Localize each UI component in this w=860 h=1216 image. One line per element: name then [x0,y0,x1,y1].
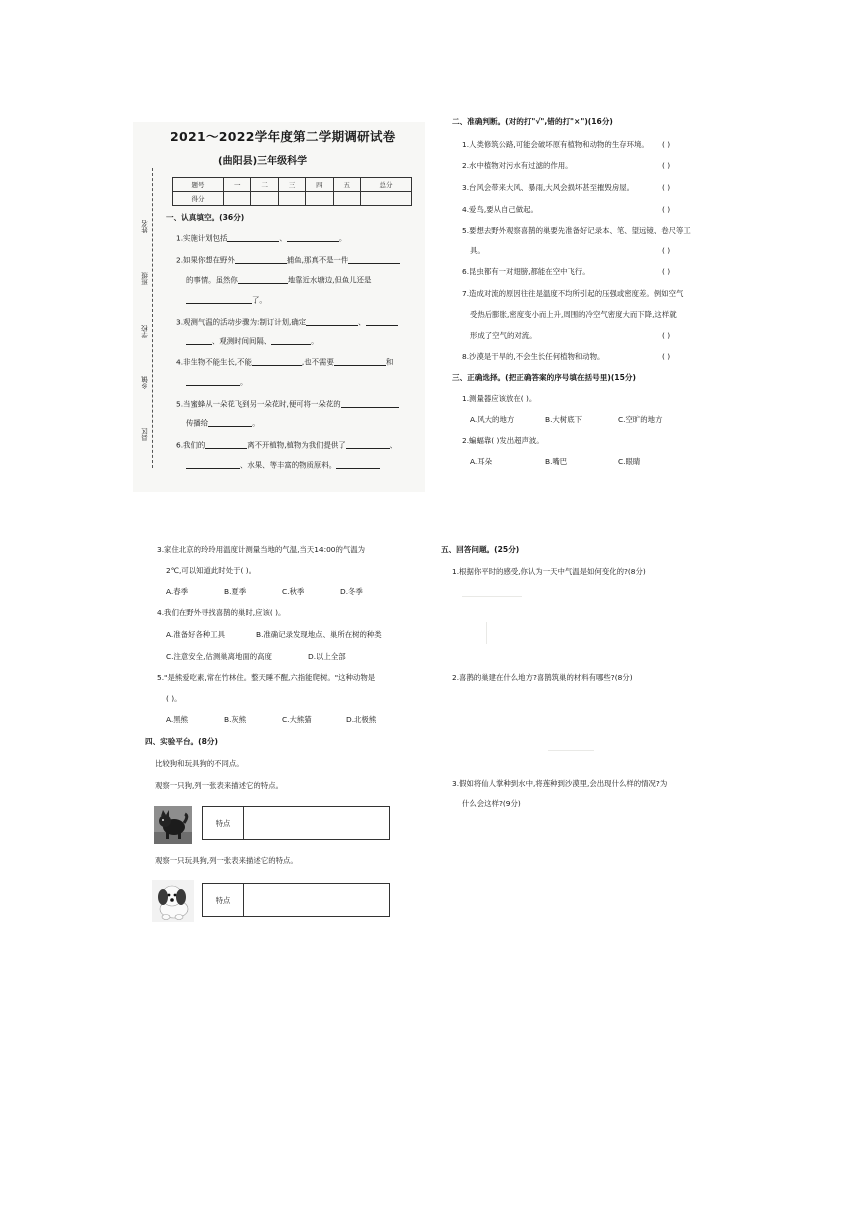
s3-q2: 2.蝙蝠靠( )发出超声波。 [462,436,544,445]
score-input-cell[interactable] [251,192,278,206]
binding-line [152,168,153,468]
score-table-header-row [173,178,412,192]
section4-title: 四、实验平台。(8分) [145,737,218,746]
s3-q3-line1: 3.家住北京的玲玲用温度计测量当地的气温,当天14:00的气温为 [157,545,366,554]
score-input-cell[interactable] [306,192,333,206]
answer-blank[interactable] [186,296,252,304]
s4-obs1: 观察一只狗,列一张表来描述它的特点。 [155,781,283,790]
answer-blank[interactable] [238,276,288,284]
answer-blank[interactable] [227,234,279,242]
score-cell: 得分 [173,192,224,206]
s2-item-7-cont1: 受热后膨胀,密度变小而上升,周围的冷空气密度大而下降,这样就 [470,310,677,319]
s5-q2-answer-area[interactable] [452,688,682,773]
s2-item-7-cont2: 形成了空气的对流。 [470,331,537,340]
toy-dog-feature-answer-cell[interactable] [244,884,389,916]
score-input-cell[interactable] [224,192,251,206]
answer-blank[interactable] [235,256,287,264]
s1-q2-line1: 2.如果你想在野外 捕鱼,那真不是一件 [176,256,400,264]
s5-q1: 1.根据你平时的感受,你认为一天中气温是如何变化的?(8分) [452,567,646,576]
s1-q2-line2: 的事情。虽然你 地靠近水塘边,但鱼儿还是 [186,275,372,285]
margin-label-school: 学校 [141,325,149,338]
score-cell: 五 [333,178,360,192]
s3-q1-opt-b[interactable]: B.大树底下 [545,415,582,424]
s2-answer-paren[interactable]: ( ) [662,140,671,149]
s1-q4-line1: 4.非生物不能生长,不能 ,也不需要 和 [176,357,394,367]
answer-blank[interactable] [334,358,386,366]
s5-q3-line1: 3.假如将仙人掌种到水中,将莲种到沙漠里,会出现什么样的情况?为 [452,779,668,788]
answer-blank[interactable] [252,358,302,366]
page-subtitle: (曲阳县)三年级科学 [218,156,308,167]
s3-q3-line2: 2℃,可以知道此时处于( )。 [166,566,256,575]
answer-blank[interactable] [306,318,358,326]
s3-q1-opt-c[interactable]: C.空旷的地方 [618,415,663,424]
s2-answer-paren[interactable]: ( ) [662,331,671,340]
toy-dog-feature-table [202,883,390,917]
toy-dog-icon [152,880,194,922]
s3-q5-opt-a[interactable]: A.黑熊 [166,715,189,724]
answer-blank[interactable] [287,234,339,242]
score-cell: 三 [278,178,305,192]
answer-blank[interactable] [186,337,212,345]
s3-q4-opt-c[interactable]: C.注意安全,估测巢离地面的高度 [166,652,272,661]
score-cell: 四 [306,178,333,192]
answer-blank[interactable] [366,318,398,326]
s2-item-2: 2.水中植物对污水有过滤的作用。 [462,161,573,170]
section2-title: 二、准确判断。(对的打"√",错的打"×")(16分) [452,117,613,126]
s3-q2-opt-c[interactable]: C.眼睛 [618,457,641,466]
answer-blank[interactable] [271,337,311,345]
scan-mark [548,750,594,751]
s3-q4: 4.我们在野外寻找喜鹊的巢时,应该( )。 [157,608,286,617]
s3-q5-line2: ( )。 [166,694,182,703]
score-input-cell[interactable] [278,192,305,206]
margin-label-name: 姓名 [141,220,149,233]
section1-title: 一、认真填空。(36分) [166,213,245,222]
answer-blank[interactable] [208,419,252,427]
s2-item-1: 1.人类修筑公路,可能会破坏原有植物和动物的生存环境。 [462,140,649,149]
section3-title: 三、正确选择。(把正确答案的序号填在括号里)(15分) [452,373,636,382]
s1-q4-line2: 。 [186,378,247,386]
s2-answer-paren[interactable]: ( ) [662,267,671,276]
score-table-score-row [173,192,412,206]
s2-answer-paren[interactable]: ( ) [662,161,671,170]
score-input-cell[interactable] [360,192,411,206]
s5-q1-answer-area[interactable] [452,582,682,667]
s3-q1-opt-a[interactable]: A.风大的地方 [470,415,515,424]
s2-answer-paren[interactable]: ( ) [662,205,671,214]
s2-item-5: 5.要想去野外观察喜鹊的巢要先准备好记录本、笔、望远镜、卷尺等工 [462,226,691,235]
s2-item-7: 7.造成对流的原因往往是温度不均所引起的压强或密度差。例如空气 [462,289,684,298]
s2-answer-paren[interactable]: ( ) [662,183,671,192]
s2-item-3: 3.台风会带来大风、暴雨,大风会损坏甚至摧毁房屋。 [462,183,634,192]
margin-label-town: 乡镇 [141,376,149,389]
s1-q2-line3: 了。 [186,296,267,304]
scan-mark [486,622,487,644]
answer-blank[interactable] [336,461,380,469]
s3-q1: 1.测量器应该放在( )。 [462,394,537,403]
score-input-cell[interactable] [333,192,360,206]
answer-blank[interactable] [346,441,390,449]
s2-item-4: 4.爱鸟,要从自己做起。 [462,205,538,214]
score-cell: 总分 [360,178,411,192]
feature-label: 特点 [203,884,244,916]
answer-blank[interactable] [186,378,240,386]
s1-q5-line2: 传播给 。 [186,418,260,428]
s1-q6-line1: 6.我们的 离不开植物,植物为我们提供了 、 [176,440,398,450]
page-title: 2021～2022学年度第二学期调研试卷 [170,129,396,144]
feature-label: 特点 [203,807,244,839]
s3-q5-opt-c[interactable]: C.大熊猫 [282,715,312,724]
answer-blank[interactable] [341,400,399,408]
s2-item-5-cont: 具。 [470,246,485,255]
toy-dog-photo [152,880,194,922]
s3-q3-opt-d[interactable]: D.冬季 [340,587,363,596]
s1-q5-line1: 5.当蜜蜂从一朵花飞到另一朵花时,便可将一朵花的 [176,400,399,408]
s5-q2: 2.喜鹊的巢建在什么地方?喜鹊筑巢的材料有哪些?(8分) [452,673,633,682]
s1-q1: 1.实施计划包括 、 。 [176,233,347,243]
s4-intro: 比较狗和玩具狗的不同点。 [155,759,244,768]
s5-q3-line2: 什么会这样?(9分) [462,799,521,808]
s1-q6-line2: 、水果、等丰富的物质原料。 [186,461,380,469]
s3-q5-opt-d[interactable]: D.北极熊 [346,715,377,724]
s3-q2-opt-a[interactable]: A.耳朵 [470,457,493,466]
s3-q5-opt-b[interactable]: B.灰熊 [224,715,247,724]
dog-feature-answer-cell[interactable] [244,807,389,839]
answer-blank[interactable] [205,441,247,449]
score-cell: 题号 [173,178,224,192]
s3-q3-opt-c[interactable]: C.秋季 [282,587,305,596]
dog-feature-table [202,806,390,840]
s1-q3-line2: 、观测时间间隔、 。 [186,337,319,345]
answer-blank[interactable] [348,256,400,264]
s2-answer-paren[interactable]: ( ) [662,352,671,361]
scan-mark [462,596,522,597]
s3-q4-opt-b[interactable]: B.准确记录发现地点、巢所在树的种类 [256,630,382,639]
margin-label-class: 班级 [141,272,149,285]
s5-q3-answer-area[interactable] [452,814,682,914]
s2-item-6: 6.昆虫都有一对翅膀,都能在空中飞行。 [462,267,590,276]
s3-q4-opt-d[interactable]: D.以上全部 [308,652,346,661]
margin-label-county: 县区 [141,428,149,441]
dog-icon [154,806,192,844]
s3-q3-opt-b[interactable]: B.夏季 [224,587,247,596]
s3-q5-line1: 5."是熊爱吃素,常在竹林住。整天睡不醒,六指能爬树。"这种动物是 [157,673,376,682]
score-cell: 二 [251,178,278,192]
score-table [172,177,412,206]
s3-q3-opt-a[interactable]: A.春季 [166,587,189,596]
answer-blank[interactable] [186,461,240,469]
s4-obs2: 观察一只玩具狗,列一张表来描述它的特点。 [155,856,298,865]
s3-q4-opt-a[interactable]: A.准备好各种工具 [166,630,226,639]
s1-q3-line1: 3.观测气温的活动步骤为:制订计划,确定 、 [176,318,398,326]
s3-q2-opt-b[interactable]: B.嘴巴 [545,457,568,466]
s2-item-8: 8.沙漠是干旱的,不会生长任何植物和动物。 [462,352,605,361]
s2-answer-paren[interactable]: ( ) [662,246,671,255]
score-cell: 一 [224,178,251,192]
section5-title: 五、回答问题。(25分) [441,545,520,554]
dog-photo [154,806,192,844]
